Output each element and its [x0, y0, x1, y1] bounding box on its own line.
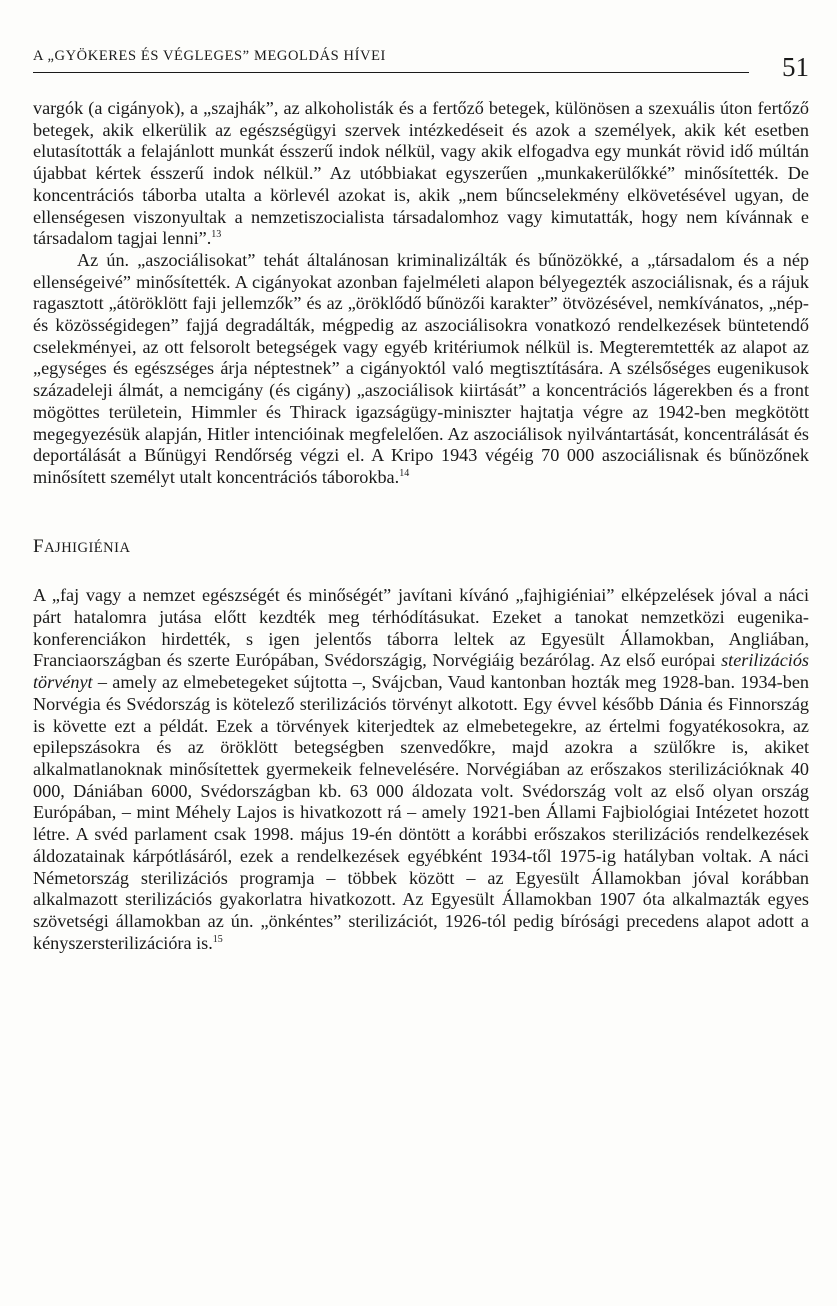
paragraph-1 — [33, 98, 809, 250]
running-title: A „GYÖKERES ÉS VÉGLEGES” MEGOLDÁS HÍVEI — [33, 48, 386, 64]
section-heading-initial: F — [33, 535, 45, 557]
paragraph-3-emphasis: sterilizációs törvényt — [33, 650, 809, 693]
body-text — [33, 98, 809, 954]
page-number: 51 — [782, 52, 809, 82]
footnote-ref-13: 13 — [211, 229, 222, 241]
running-head — [33, 48, 809, 82]
paragraph-3-text-a: A „faj vagy a nemzet egészségét és minőségét” javítani kívánó „fajhigiéniai” elképzelések jóval a náci párt hatalomra jutása előtt kezdték meg térhódításukat. Ezeket a tanokat nemzetközi eugenika-konferenciákon hirdették, s igen jelentős táborra leltek az Egyesült Államokban, Angliában, Franciaországban és szerte Európában, Svédországig, Norvégiáig bezárólag. Az első európai — [33, 585, 809, 671]
section-heading — [33, 536, 809, 560]
footnote-ref-15: 15 — [212, 933, 223, 945]
section-heading-rest: AJHIGIÉNIA — [44, 539, 131, 556]
paragraph-3-text-b: – amely az elmebetegeket sújtotta –, Svájcban, Vaud kantonban hozták meg 1928-ban. 1934-ben Norvégia és Svédország is kötelező sterilizációs törvényt alkotott. Egy évvel később Dánia és Finnország is követte ezt a példát. Ezek a törvények kiterjedtek az elmebetegekre, az értelmi fogyatékosokra, az epilepszásokra és az öröklött betegségben szenvedőkre, majd azokra a szülőkre is, akiket alkalmatlanoknak minősítettek gyermekeik felnevelésére. Norvégiában az erőszakos sterilizációknak 40 000, Dániában 6000, Svédországban kb. 63 000 áldozata volt. Svédország volt az első olyan ország Európában, – mint Méhely Lajos is hivatkozott rá – amely 1921-ben Állami Fajbiológiai Intézetet hozott létre. A svéd parlament csak 1998. május 19-én döntött a korábbi erőszakos sterilizációs rendelkezések áldozatainak kárpótlásáról, ezek a rendelkezések egyébként 1934-től 1975-ig hatályban voltak. A náci Németország sterilizációs programja – többek között – az Egyesült Államokban jóval korábban alkalmazott sterilizációs gyakorlatra hivatkozott. Az Egyesült Államokban 1907 óta alkalmazták egyes szövetségi államokban az ún. „önkéntes” sterilizációt, 1926-tól pedig bírósági precedens alapot adott a kényszersterilizációra is. — [33, 672, 809, 953]
paragraph-2-text: Az ún. „aszociálisokat” tehát általánosan kriminalizálták és bűnözökké, a „társadalom és a nép ellenségeivé” minősítették. A cigányokat azonban fajelméleti alapon bélyegezték aszociálisnak, és a rájuk ragasztott „átöröklött faji jellemzők” és az „öröklődő bűnözői karakter” ötvözésével, nemkívánatos, „nép- és közösségidegen” fajjá degradálták, mégpedig az aszociálisokra vonatkozó rendelkezések büntetendő cselekményei, az ott felsorolt betegségek vagy egyéb kritériumok nélkül is. Megteremtették az alapot az „egységes és egészséges árja néptestnek” a cigányoktól való megtisztítására. A szélsőséges eugenikusok századeleji álmát, a nemcigány (és cigány) „aszociálisok kiirtását” a koncentrációs lágerekben és a front mögöttes területein, Himmler és Thirack igazságügy-miniszter hajtatja végre az 1942-ben megkötött megegyezésük alapján, Hitler intencióinak megfelelően. Az aszociálisok nyilvántartását, koncentrálását és deportálását a Bűnügyi Rendőrség végzi el. A Kripo 1943 végéig 70 000 aszociálisnak és bűnözőnek minősített személyt utalt koncentrációs táborokba. — [33, 249, 809, 487]
paragraph-2 — [33, 250, 809, 489]
header-rule — [33, 72, 749, 73]
paragraph-1-text: vargók (a cigányok), a „szajhák”, az alkoholisták és a fertőző betegek, különösen a szexuális úton fertőző betegek, akik elkerülik az egészségügyi szervek intézkedéseit és azok a személyek, akik két esetben elutasították a felajánlott munkát ésszerű indok nélkül, vagy akik elfogadva egy munkát rövid idő múltán újabbat kértek ésszerű indok nélkül.” Az utóbbiakat egyszerűen „munkakerülőkké” minősítették. De koncentrációs táborba utalta a körlevél azokat is, akik „nem bűncselekmény elkövetésével ugyan, de ellenségesen viszonyultak a nemzetiszocialista társadalomhoz vagy kimutatták, hogy nem kívánnak e társadalom tagjai lenni”. — [33, 98, 809, 249]
paragraph-3 — [33, 585, 809, 954]
footnote-ref-14: 14 — [399, 467, 410, 479]
